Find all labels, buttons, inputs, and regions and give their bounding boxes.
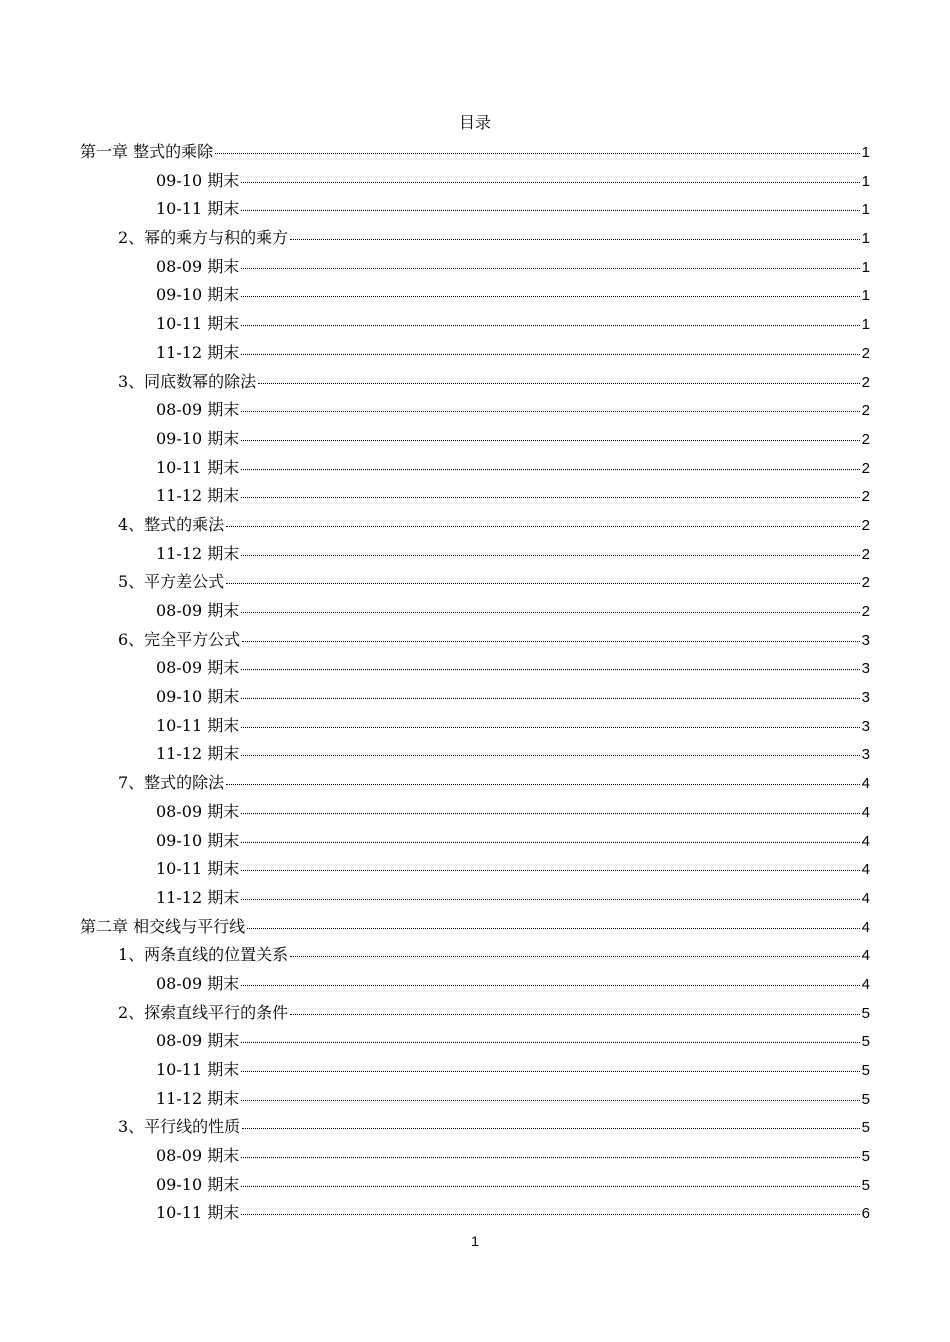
toc-entry-page: 2 [861, 603, 870, 620]
toc-subsection-entry[interactable] [80, 254, 870, 283]
toc-subsection-entry[interactable] [80, 741, 870, 770]
toc-entry-page: 2 [861, 545, 870, 563]
toc-entry-label: 11-12 期末 [156, 486, 240, 506]
toc-dot-leader [290, 956, 859, 957]
toc-subsection-entry[interactable] [80, 340, 870, 369]
toc-dot-leader [241, 1071, 859, 1072]
toc-entry-page: 1 [861, 230, 870, 248]
toc-dot-leader [241, 698, 859, 699]
toc-entry-label: 09-10 期末 [156, 830, 240, 850]
toc-subsection-entry[interactable] [80, 455, 870, 484]
toc-subsection-entry[interactable] [80, 713, 870, 742]
toc-entry-page: 1 [861, 144, 870, 161]
toc-dot-leader [241, 1100, 859, 1101]
toc-dot-leader [241, 985, 859, 986]
toc-entry-page: 3 [861, 746, 870, 764]
toc-dot-leader [241, 210, 859, 211]
toc-dot-leader [241, 755, 859, 756]
toc-dot-leader [258, 383, 859, 384]
toc-entry-page: 4 [861, 803, 870, 821]
toc-entry-label: 08-09 期末 [156, 658, 240, 678]
toc-entry-page: 2 [861, 402, 870, 420]
toc-dot-leader [241, 1186, 859, 1187]
toc-entry-page: 4 [861, 975, 870, 993]
toc-subsection-entry[interactable] [80, 856, 870, 885]
toc-subsection-entry[interactable] [80, 1028, 870, 1057]
toc-dot-leader [226, 784, 859, 785]
toc-dot-leader [241, 1042, 859, 1043]
toc-entry-page: 4 [861, 889, 870, 907]
toc-entry-page: 3 [861, 631, 870, 649]
toc-subsection-entry[interactable] [80, 541, 870, 570]
toc-entry-page: 2 [861, 574, 870, 592]
toc-dot-leader [241, 497, 859, 498]
toc-entry-label: 10-11 期末 [156, 1203, 240, 1223]
toc-entry-label: 09-10 期末 [156, 428, 240, 448]
toc-entry-label: 08-09 期末 [156, 973, 240, 993]
toc-entry-label: 10-11 期末 [156, 859, 240, 879]
toc-entry-label: 08-09 期末 [156, 1031, 240, 1051]
toc-list [80, 139, 870, 1229]
toc-dot-leader [241, 842, 859, 843]
toc-entry-page: 2 [861, 430, 870, 448]
toc-entry-page: 6 [861, 1205, 870, 1223]
toc-section-entry[interactable] [80, 770, 870, 799]
toc-entry-page: 1 [861, 258, 870, 276]
toc-entry-label: 11-12 期末 [156, 744, 240, 764]
toc-subsection-entry[interactable] [80, 168, 870, 197]
toc-entry-label: 10-11 期末 [156, 715, 240, 735]
page-number: 1 [471, 1233, 479, 1249]
toc-entry-label: 11-12 期末 [156, 1088, 240, 1108]
toc-entry-label: 第二章 相交线与平行线 [80, 916, 246, 936]
toc-subsection-entry[interactable] [80, 684, 870, 713]
toc-entry-page: 3 [861, 660, 870, 678]
toc-entry-page: 1 [861, 201, 870, 219]
toc-dot-leader [241, 440, 859, 441]
toc-subsection-entry[interactable] [80, 1086, 870, 1115]
toc-subsection-entry[interactable] [80, 1057, 870, 1086]
toc-section-entry[interactable] [80, 1114, 870, 1143]
toc-entry-page: 2 [861, 373, 870, 391]
toc-title: 目录 [458, 113, 491, 132]
toc-entry-label: 08-09 期末 [156, 801, 240, 821]
toc-subsection-entry[interactable] [80, 1200, 870, 1229]
toc-dot-leader [241, 612, 859, 613]
toc-dot-leader [242, 1128, 859, 1129]
toc-chapter-entry[interactable] [80, 139, 870, 168]
toc-entry-page: 5 [861, 1033, 870, 1051]
toc-dot-leader [226, 526, 859, 527]
toc-dot-leader [215, 153, 860, 154]
toc-entry-page: 5 [861, 1119, 870, 1137]
toc-dot-leader [241, 182, 859, 183]
toc-entry-label: 2、幂的乘方与积的乘方 [118, 228, 289, 248]
toc-subsection-entry[interactable] [80, 655, 870, 684]
toc-subsection-entry[interactable] [80, 1143, 870, 1172]
toc-entry-page: 1 [861, 287, 870, 305]
toc-entry-page: 5 [861, 1090, 870, 1108]
toc-dot-leader [241, 469, 859, 470]
toc-section-entry[interactable] [80, 569, 870, 598]
toc-entry-label: 4、整式的乘法 [118, 514, 225, 534]
toc-entry-page: 4 [861, 918, 870, 936]
toc-entry-page: 4 [861, 775, 870, 793]
toc-section-entry[interactable] [80, 369, 870, 398]
toc-dot-leader [241, 325, 859, 326]
toc-dot-leader [226, 583, 859, 584]
toc-entry-page: 1 [861, 316, 870, 334]
toc-entry-page: 3 [861, 689, 870, 707]
toc-subsection-entry[interactable] [80, 426, 870, 455]
toc-entry-label: 7、整式的除法 [118, 773, 225, 793]
toc-entry-label: 11-12 期末 [156, 342, 240, 362]
toc-entry-label: 2、探索直线平行的条件 [118, 1002, 289, 1022]
toc-subsection-entry[interactable] [80, 1172, 870, 1201]
toc-dot-leader [241, 727, 859, 728]
toc-dot-leader [241, 555, 859, 556]
toc-section-entry[interactable] [80, 627, 870, 656]
toc-section-entry[interactable] [80, 225, 870, 254]
toc-entry-page: 2 [861, 459, 870, 477]
toc-subsection-entry[interactable] [80, 311, 870, 340]
toc-entry-label: 08-09 期末 [156, 1146, 240, 1166]
toc-subsection-entry[interactable] [80, 397, 870, 426]
toc-section-entry[interactable] [80, 512, 870, 541]
toc-dot-leader [241, 813, 859, 814]
toc-subsection-entry[interactable] [80, 971, 870, 1000]
toc-entry-label: 3、同底数幂的除法 [118, 371, 257, 391]
toc-entry-page: 3 [861, 717, 870, 735]
toc-dot-leader [241, 1214, 859, 1215]
toc-entry-label: 08-09 期末 [156, 601, 240, 620]
toc-dot-leader [290, 239, 859, 240]
toc-entry-label: 10-11 期末 [156, 199, 240, 219]
toc-entry-page: 4 [861, 861, 870, 879]
toc-entry-page: 2 [861, 488, 870, 506]
toc-dot-leader [247, 928, 860, 929]
toc-entry-label: 10-11 期末 [156, 314, 240, 334]
toc-entry-page: 4 [861, 947, 870, 965]
toc-subsection-entry[interactable] [80, 196, 870, 225]
toc-entry-page: 2 [861, 516, 870, 534]
toc-entry-label: 09-10 期末 [156, 687, 240, 707]
toc-dot-leader [241, 899, 859, 900]
toc-subsection-entry[interactable] [80, 885, 870, 914]
toc-entry-page: 5 [861, 1148, 870, 1166]
toc-entry-label: 6、完全平方公式 [118, 629, 241, 649]
toc-section-entry[interactable] [80, 942, 870, 971]
toc-entry-label: 5、平方差公式 [118, 572, 225, 592]
toc-entry-page: 2 [861, 344, 870, 362]
toc-entry-label: 09-10 期末 [156, 170, 240, 190]
toc-dot-leader [241, 296, 859, 297]
toc-chapter-entry[interactable] [80, 914, 870, 943]
toc-subsection-entry[interactable] [80, 282, 870, 311]
toc-entry-label: 11-12 期末 [156, 543, 240, 563]
toc-entry-label: 3、平行线的性质 [118, 1117, 241, 1137]
toc-entry-page: 4 [861, 832, 870, 850]
toc-entry-label: 10-11 期末 [156, 1060, 240, 1079]
toc-dot-leader [241, 354, 859, 355]
toc-entry-label: 09-10 期末 [156, 1174, 240, 1194]
toc-dot-leader [241, 268, 859, 269]
toc-entry-label: 11-12 期末 [156, 887, 240, 907]
toc-subsection-entry[interactable] [80, 598, 870, 627]
toc-entry-label: 10-11 期末 [156, 457, 240, 477]
toc-dot-leader [241, 411, 859, 412]
toc-entry-page: 5 [861, 1176, 870, 1194]
toc-dot-leader [241, 669, 859, 670]
toc-entry-page: 5 [861, 1062, 870, 1079]
toc-entry-page: 1 [861, 172, 870, 190]
toc-subsection-entry[interactable] [80, 828, 870, 857]
toc-entry-page: 5 [861, 1004, 870, 1022]
toc-subsection-entry[interactable] [80, 483, 870, 512]
toc-entry-label: 1、两条直线的位置关系 [118, 945, 289, 965]
toc-subsection-entry[interactable] [80, 799, 870, 828]
toc-dot-leader [241, 1157, 859, 1158]
toc-dot-leader [290, 1014, 859, 1015]
toc-section-entry[interactable] [80, 1000, 870, 1029]
toc-entry-label: 09-10 期末 [156, 285, 240, 305]
toc-entry-label: 08-09 期末 [156, 256, 240, 276]
toc-dot-leader [241, 870, 859, 871]
toc-entry-label: 08-09 期末 [156, 400, 240, 420]
toc-entry-label: 第一章 整式的乘除 [80, 142, 214, 161]
toc-dot-leader [242, 641, 859, 642]
